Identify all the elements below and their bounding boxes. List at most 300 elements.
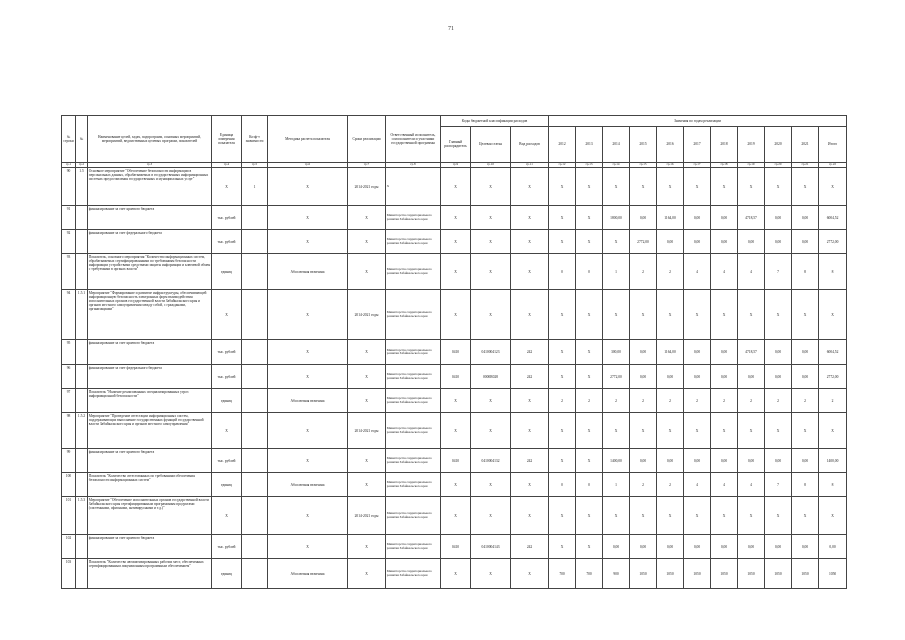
table-cell: тыс. рублей (212, 206, 242, 230)
column-number: гр.10 (471, 162, 511, 168)
table-cell: 0,00 (819, 535, 847, 559)
table-row (62, 389, 847, 413)
table-cell: 1800,00 (603, 206, 630, 230)
table-cell: 2 (630, 473, 657, 497)
table-cell (242, 254, 268, 290)
table-cell: 4 (684, 254, 711, 290)
table-cell: 0,00 (765, 449, 792, 473)
table-cell (242, 389, 268, 413)
header-target-article: Целевая статья (471, 126, 511, 162)
table-cell: 2 (738, 389, 765, 413)
column-number: гр.5 (242, 162, 268, 168)
header-responsible: Ответственный исполнитель, соисполнители и участники государственной программы (386, 116, 441, 163)
table-cell: 0,00 (711, 449, 738, 473)
table-cell: 0,00 (738, 365, 765, 389)
table-cell: Х (212, 290, 242, 340)
table-cell: финансирование за счет краевого бюджета (88, 206, 212, 230)
table-cell: Х (603, 168, 630, 206)
table-cell: Х (471, 206, 511, 230)
table-cell: 0,00 (765, 340, 792, 365)
table-cell: Министерство территориального развития Забайкальского края (386, 230, 441, 254)
table-cell: 1 (603, 473, 630, 497)
table-cell: Х (576, 365, 603, 389)
table-cell: 8 (819, 254, 847, 290)
table-cell: 96 (62, 365, 76, 389)
table-cell: 0 (576, 254, 603, 290)
table-cell: Х (471, 413, 511, 449)
table-cell (76, 206, 88, 230)
table-row (62, 168, 847, 206)
table-cell: Х (792, 413, 819, 449)
table-cell: Х (441, 230, 471, 254)
table-cell: Х (348, 449, 386, 473)
table-cell: Министерство территориального развития Забайкальского края (386, 449, 441, 473)
table-cell: 4718,57 (738, 206, 765, 230)
header-year-5: 2017 (684, 126, 711, 162)
table-cell: Х (576, 230, 603, 254)
table-cell: Х (471, 497, 511, 535)
header-budget-codes: Коды бюджетной классификации расходов (441, 116, 549, 127)
table-cell: Х (657, 290, 684, 340)
table-cell: Х (441, 559, 471, 589)
table-cell: 0410 (441, 365, 471, 389)
table-cell: Х (684, 168, 711, 206)
table-cell: Х (268, 535, 348, 559)
table-cell: Х (441, 206, 471, 230)
table-cell: Х (549, 230, 576, 254)
table-cell: 1050 (765, 559, 792, 589)
table-cell: Министерство территориального развития Забайкальского края (386, 473, 441, 497)
header-year-8: 2020 (765, 126, 792, 162)
table-cell: 0,00 (684, 365, 711, 389)
table-cell: Показатель "Наличие реализованных специализированных угроз информационной безопасности" (88, 389, 212, 413)
table-cell: Х (549, 206, 576, 230)
table-cell: Х (348, 254, 386, 290)
table-cell: 4 (711, 254, 738, 290)
column-number: гр.8 (386, 162, 441, 168)
table-cell: 0,00 (738, 535, 765, 559)
table-cell: 2014-2021 годы (348, 413, 386, 449)
table-cell: 2772,00 (819, 230, 847, 254)
column-number: гр.19 (738, 162, 765, 168)
column-number: гр.16 (657, 162, 684, 168)
table-cell: Х (765, 168, 792, 206)
table-cell: 2 (630, 389, 657, 413)
header-term: Сроки реализации (348, 116, 386, 163)
table-cell: Мероприятие "Проведение аттестации информационных систем, поддерживающих выполнение государственных функций государственной власти Забайкальского края и органов местного самоуправления" (88, 413, 212, 449)
table-cell: Показатель, основного мероприятия "Количество информационных систем, обрабатываемых сертифицированными по требованиям безопасности информации устройствами средствами защиты информации и ключевой обмен с требуемыми в органах власти" (88, 254, 212, 290)
table-cell: 0,00 (792, 230, 819, 254)
table-cell: 0,00 (711, 340, 738, 365)
table-cell: Х (792, 168, 819, 206)
table-row (62, 365, 847, 389)
table-cell: 1050 (738, 559, 765, 589)
table-cell: 7 (765, 473, 792, 497)
table-cell: Показатель "Количество автоматизированных рабочих мест, обеспеченных сертифицированным лицензионным программным обеспечением" (88, 559, 212, 589)
table-cell: финансирование за счет краевого бюджета (88, 535, 212, 559)
table-row (62, 449, 847, 473)
table-cell: 2772,00 (819, 365, 847, 389)
table-cell: Х (441, 168, 471, 206)
table-cell: Х (348, 230, 386, 254)
table-cell: Мероприятие "Обеспечение исполнительных органов государственной власти Забайкальского края сертифицированным программным продуктами (системными, офисными, антивирусными и т.д.)" (88, 497, 212, 535)
table-cell: 94 (62, 290, 76, 340)
table-cell: 0,00 (792, 340, 819, 365)
table-cell: 2 (792, 389, 819, 413)
column-number: гр.15 (630, 162, 657, 168)
table-cell: Х (471, 290, 511, 340)
table-cell: 90 (62, 168, 76, 206)
table-cell: тыс. рублей (212, 449, 242, 473)
table-cell: 0,00 (792, 535, 819, 559)
table-cell: 1050 (711, 559, 738, 589)
table-cell: Х (471, 559, 511, 589)
table-row (62, 535, 847, 559)
column-number: гр.2 (76, 162, 88, 168)
table-cell: 0410004132 (471, 449, 511, 473)
table-cell: 2 (711, 389, 738, 413)
table-cell: Х (511, 168, 549, 206)
table-cell: 0,00 (738, 449, 765, 473)
table-cell: Мероприятие "Формирование и развитие инфраструктуры, обеспечивающей информационную безопасность электронных форм взаимодействия исполнительных органов государственной власти Забайкальского края и органов местного самоуправления между собой, с гражданами, организациями" (88, 290, 212, 340)
table-cell: Х (511, 473, 549, 497)
table-cell: 100 (62, 473, 76, 497)
table-cell: 0410004123 (471, 340, 511, 365)
table-cell: Х (511, 413, 549, 449)
table-cell: 0,00 (711, 206, 738, 230)
table-cell: Х (441, 497, 471, 535)
table-cell (76, 389, 88, 413)
table-cell: Х (441, 290, 471, 340)
table-cell: 242 (511, 365, 549, 389)
table-cell: 4 (738, 254, 765, 290)
table-cell: Х (657, 168, 684, 206)
table-cell: Х (268, 340, 348, 365)
table-cell: 4 (738, 473, 765, 497)
table-cell: Х (549, 535, 576, 559)
column-number: гр.7 (348, 162, 386, 168)
table-cell: 0,00 (765, 206, 792, 230)
table-cell: Министерство территориального развития Забайкальского края (386, 290, 441, 340)
table-cell: 0 (549, 254, 576, 290)
table-cell: 700 (549, 559, 576, 589)
table-cell: Х (268, 290, 348, 340)
table-cell: 0,00 (765, 230, 792, 254)
column-number: гр.14 (603, 162, 630, 168)
table-cell: Х (441, 473, 471, 497)
table-cell: Министерство территориального развития Забайкальского края (386, 254, 441, 290)
table-cell: 0,00 (711, 230, 738, 254)
table-cell: единиц (212, 389, 242, 413)
table-cell: Х (511, 559, 549, 589)
table-cell: 900 (603, 559, 630, 589)
table-cell: Х (657, 413, 684, 449)
table-cell: Х (386, 168, 441, 206)
table-cell: 8 (792, 473, 819, 497)
table-cell: Министерство территориального развития Забайкальского края (386, 413, 441, 449)
table-cell: 1050 (657, 559, 684, 589)
table-cell: 2772,00 (630, 230, 657, 254)
header-year-6: 2018 (711, 126, 738, 162)
table-cell: Х (348, 389, 386, 413)
table-cell: Абсолютная величина (268, 559, 348, 589)
table-cell: Основное мероприятие "Обеспечение безопасности информации в персональных данных, обрабатываемых в государственных информационных системах предоставления государственных и муниципальных услуг" (88, 168, 212, 206)
table-cell: тыс. рублей (212, 535, 242, 559)
table-cell: 1.5.2 (76, 413, 88, 449)
table-cell: Х (268, 449, 348, 473)
table-cell: Х (268, 168, 348, 206)
table-cell: 0 (549, 473, 576, 497)
table-cell: Х (212, 497, 242, 535)
table-cell: Х (738, 168, 765, 206)
table-cell: 102 (62, 535, 76, 559)
table-cell: Х (630, 413, 657, 449)
table-cell: 4 (684, 473, 711, 497)
table-cell: единиц (212, 254, 242, 290)
table-cell: Министерство территориального развития Забайкальского края (386, 365, 441, 389)
header-yearly-values: Значения по годам реализации (549, 116, 847, 127)
table-cell: Х (549, 290, 576, 340)
header-expense-type: Вид расходов (511, 126, 549, 162)
table-cell: 1 (603, 254, 630, 290)
table-cell: 1.5 (76, 168, 88, 206)
table-cell: 2 (603, 389, 630, 413)
table-cell: 1050 (792, 559, 819, 589)
table-cell: Х (268, 497, 348, 535)
table-cell: финансирование за счет краевого бюджета (88, 340, 212, 365)
table-cell (76, 535, 88, 559)
table-cell (242, 497, 268, 535)
table-cell: финансирование за счет краевого бюджета (88, 449, 212, 473)
table-cell (76, 473, 88, 497)
table-cell: 0,00 (765, 535, 792, 559)
table-cell: Х (738, 413, 765, 449)
table-cell: Х (348, 365, 386, 389)
table-cell: 0,00 (684, 206, 711, 230)
column-number: гр.11 (511, 162, 549, 168)
table-cell: 0,00 (738, 230, 765, 254)
table-cell: 0,00 (711, 365, 738, 389)
table-cell: Х (471, 230, 511, 254)
table-cell: 1400,00 (603, 449, 630, 473)
table-cell (76, 559, 88, 589)
table-cell: Х (576, 449, 603, 473)
table-cell: 0,00 (657, 230, 684, 254)
table-cell: Абсолютная величина (268, 473, 348, 497)
column-number: гр.13 (576, 162, 603, 168)
table-cell: 0,00 (603, 535, 630, 559)
table-cell: 97 (62, 389, 76, 413)
table-cell: 0,00 (630, 206, 657, 230)
table-row (62, 559, 847, 589)
table-cell: Х (348, 473, 386, 497)
table-cell (76, 254, 88, 290)
table-cell: 1164,00 (657, 206, 684, 230)
table-cell: 1050 (630, 559, 657, 589)
table-cell: 91 (62, 206, 76, 230)
table-cell: 300,00 (603, 340, 630, 365)
header-year-4: 2016 (657, 126, 684, 162)
header-method: Методика расчета показателя (268, 116, 348, 163)
table-cell (242, 535, 268, 559)
table-cell: тыс. рублей (212, 365, 242, 389)
header-row-number: № строки (62, 116, 76, 163)
table-cell: 0410 (441, 340, 471, 365)
table-cell: Х (576, 168, 603, 206)
table-cell: Х (471, 168, 511, 206)
column-number: гр.17 (684, 162, 711, 168)
table-cell: Х (576, 535, 603, 559)
header-year-2: 2014 (603, 126, 630, 162)
table-cell: Показатель "Количество аттестованных по требованиям обеспечения безопасности информационных систем" (88, 473, 212, 497)
table-cell: Х (268, 365, 348, 389)
table-row (62, 340, 847, 365)
table-cell: 2 (819, 389, 847, 413)
table-cell (76, 365, 88, 389)
table-cell: Х (819, 168, 847, 206)
table-cell: Х (549, 449, 576, 473)
column-number: гр.18 (711, 162, 738, 168)
table-cell: Х (511, 206, 549, 230)
table-cell: Х (549, 413, 576, 449)
table-cell: 700 (576, 559, 603, 589)
table-cell: Х (511, 290, 549, 340)
table-cell: Х (268, 206, 348, 230)
table-cell: Х (684, 290, 711, 340)
table-row (62, 473, 847, 497)
table-cell: Х (711, 413, 738, 449)
table-cell: 0,00 (657, 365, 684, 389)
table-cell: Х (603, 413, 630, 449)
table-cell: 0410 (441, 535, 471, 559)
table-row (62, 206, 847, 230)
table-cell: 1050 (684, 559, 711, 589)
table-cell: Х (630, 497, 657, 535)
column-number: гр.3 (88, 162, 212, 168)
table-cell: 0,00 (630, 449, 657, 473)
table-cell: Х (268, 413, 348, 449)
table-cell: единиц (212, 559, 242, 589)
table-cell: Х (684, 413, 711, 449)
table-cell: 1.5.1 (76, 290, 88, 340)
table-cell: Х (348, 559, 386, 589)
column-number: гр.20 (765, 162, 792, 168)
table-cell: Х (471, 473, 511, 497)
table-cell: Министерство территориального развития Забайкальского края (386, 559, 441, 589)
table-cell (242, 230, 268, 254)
table-cell: Х (268, 230, 348, 254)
table-row (62, 230, 847, 254)
table-cell: 0,00 (792, 449, 819, 473)
table-cell: 8 (819, 473, 847, 497)
header-year-10: Итого (819, 126, 847, 162)
table-cell: Х (441, 254, 471, 290)
table-cell: единиц (212, 473, 242, 497)
table-cell: финансирование за счет федерального бюджета (88, 365, 212, 389)
table-cell: Х (630, 168, 657, 206)
table-cell: 2 (549, 389, 576, 413)
table-cell: 0,00 (711, 535, 738, 559)
table-cell: Х (684, 497, 711, 535)
header-name: Наименование целей, задач, подпрограмм, основных мероприятий, мероприятий, ведомственных целевых программ, показателей (88, 116, 212, 163)
table-cell: тыс. рублей (212, 230, 242, 254)
table-cell: 0,00 (657, 535, 684, 559)
table-cell: 103 (62, 559, 76, 589)
column-number: гр.12 (549, 162, 576, 168)
column-number: гр.22 (819, 162, 847, 168)
table-cell: 0,00 (684, 340, 711, 365)
table-cell: Х (549, 497, 576, 535)
table-cell: 0 (576, 473, 603, 497)
table-cell: Х (212, 168, 242, 206)
table-cell: Министерство территориального развития Забайкальского края (386, 497, 441, 535)
table-cell: тыс. рублей (212, 340, 242, 365)
table-cell: Х (576, 206, 603, 230)
table-cell: Х (511, 230, 549, 254)
table-cell (242, 206, 268, 230)
table-row (62, 497, 847, 535)
table-cell: Х (511, 254, 549, 290)
table-cell: 0,00 (684, 230, 711, 254)
table-cell: Х (549, 365, 576, 389)
table-cell: Министерство территориального развития Забайкальского края (386, 535, 441, 559)
table-cell: Х (511, 389, 549, 413)
table-cell: 4718,57 (738, 340, 765, 365)
header-year-7: 2019 (738, 126, 765, 162)
table-cell: 98 (62, 413, 76, 449)
table-cell: 2 (657, 389, 684, 413)
table-cell: 1050 (819, 559, 847, 589)
table-cell: Х (549, 340, 576, 365)
table-cell: Х (471, 389, 511, 413)
table-cell: 0410004143 (471, 535, 511, 559)
table-cell (242, 340, 268, 365)
table-cell: Х (603, 290, 630, 340)
header-year-3: 2015 (630, 126, 657, 162)
table-cell: Х (441, 413, 471, 449)
table-cell: 2014-2021 годы (348, 497, 386, 535)
table-cell: Х (765, 413, 792, 449)
table-cell (76, 230, 88, 254)
table-cell: Х (603, 497, 630, 535)
table-cell: 0,00 (684, 535, 711, 559)
table-cell: Х (212, 413, 242, 449)
table-cell: 0000R028 (471, 365, 511, 389)
table-cell: 2772,00 (603, 365, 630, 389)
table-cell: 0,00 (684, 449, 711, 473)
table-cell: Министерство территориального развития Забайкальского края (386, 389, 441, 413)
table-cell: Х (711, 497, 738, 535)
table-cell: 1 (242, 168, 268, 206)
table-cell: финансирование за счет федерального бюджета (88, 230, 212, 254)
table-cell: Х (471, 254, 511, 290)
table-cell: Х (792, 497, 819, 535)
column-number: гр.4 (212, 162, 242, 168)
table-cell: 1.5.3 (76, 497, 88, 535)
table-cell (242, 290, 268, 340)
table-cell: 2 (765, 389, 792, 413)
table-cell: 95 (62, 340, 76, 365)
table-cell: 0,00 (630, 535, 657, 559)
table-cell: 101 (62, 497, 76, 535)
program-table (61, 115, 847, 589)
table-cell: 2014-2021 годы (348, 290, 386, 340)
table-cell: 4 (711, 473, 738, 497)
table-cell: Х (738, 290, 765, 340)
table-cell: Х (603, 230, 630, 254)
table-cell: 2 (657, 254, 684, 290)
table-row (62, 413, 847, 449)
